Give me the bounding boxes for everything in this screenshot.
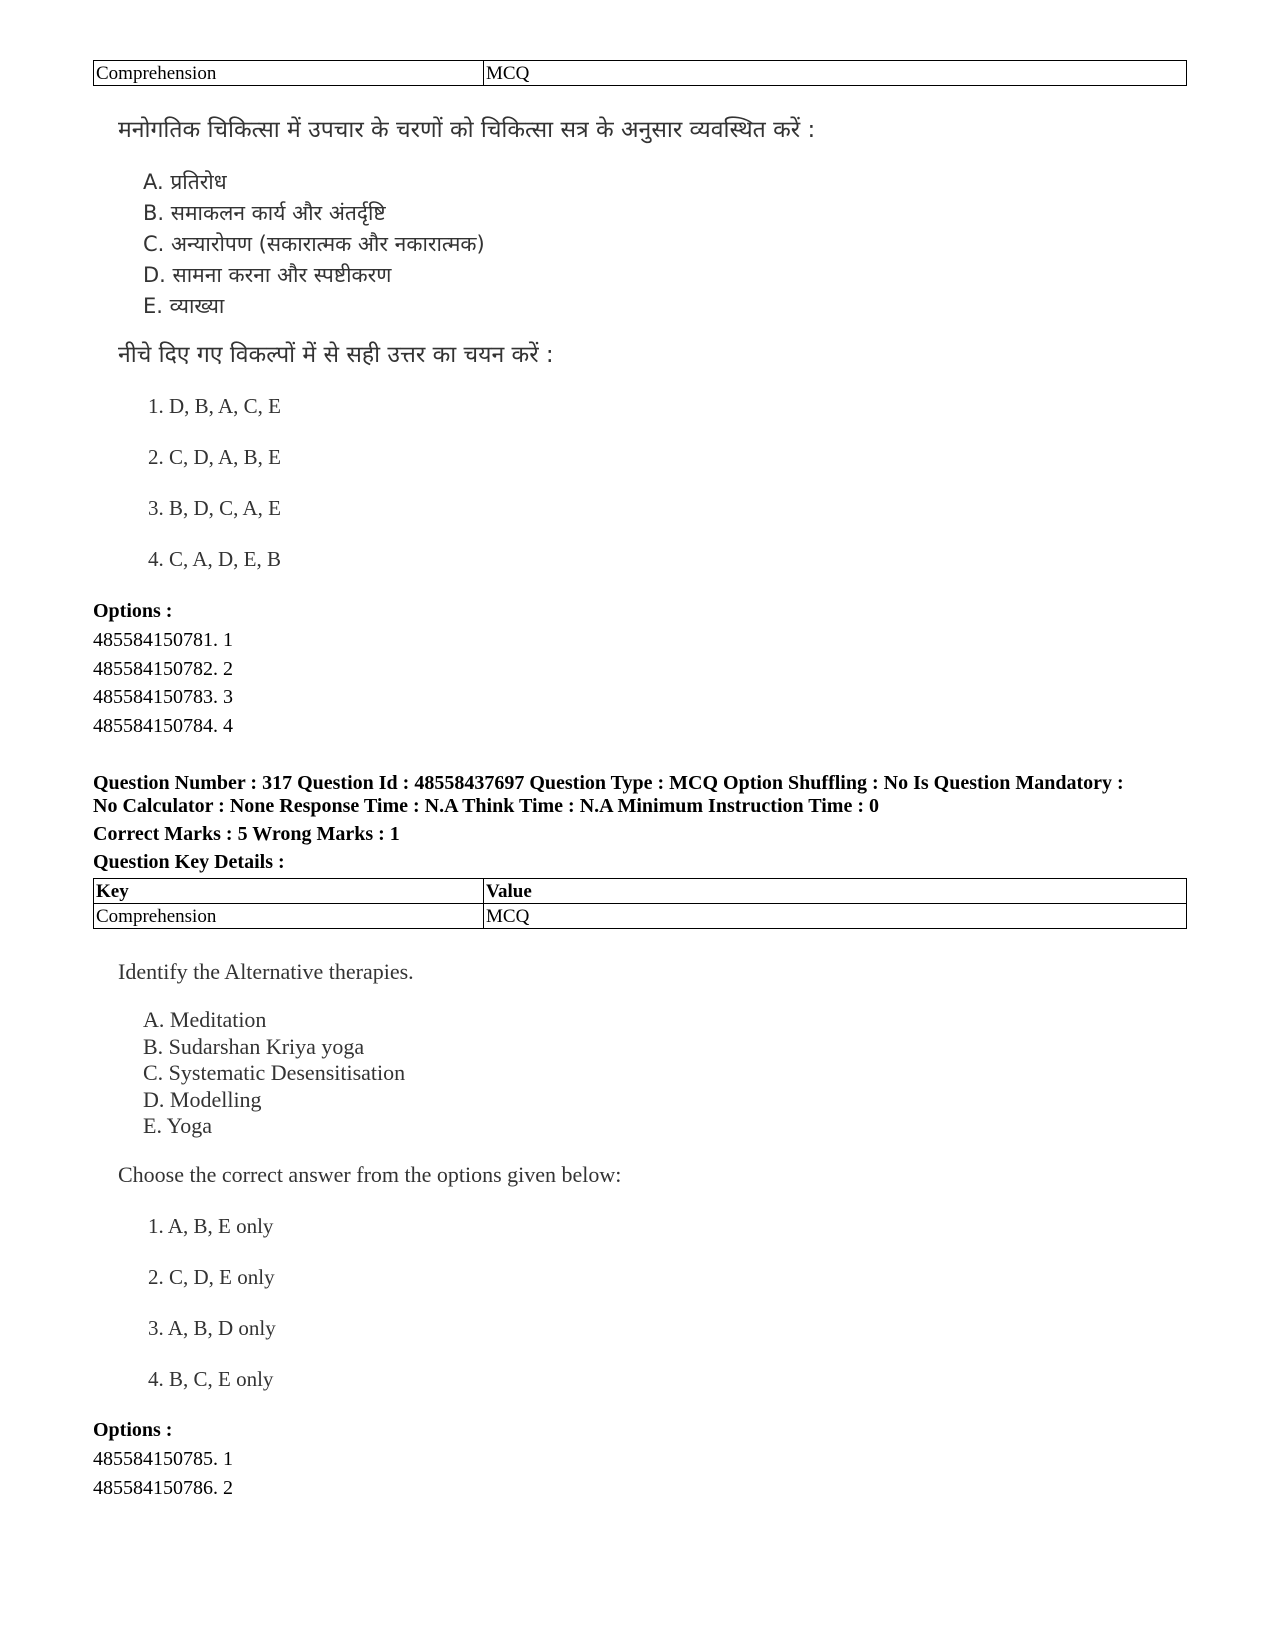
marks-line: Correct Marks : 5 Wrong Marks : 1 (93, 823, 400, 845)
instruction-text: Choose the correct answer from the options given below: (118, 1161, 622, 1187)
option-line: 485584150781. 1 (93, 629, 233, 651)
question-stem: Identify the Alternative therapies. (118, 959, 414, 984)
option-line: 485584150785. 1 (93, 1448, 233, 1470)
options-list (93, 1445, 233, 1502)
statement-list (143, 167, 815, 322)
option-line: 485584150786. 2 (93, 1476, 233, 1499)
statement-item: D. सामना करना और स्पष्टीकरण (143, 263, 392, 287)
statement-item: B. Sudarshan Kriya yoga (143, 1033, 365, 1059)
statement-item: E. व्याख्या (143, 294, 225, 318)
table-row (94, 61, 1187, 86)
answer-choice: 2. C, D, E only (148, 1264, 275, 1289)
key-details-heading: Question Key Details : (93, 851, 285, 873)
statement-list (143, 1007, 621, 1140)
answer-choice: 1. D, B, A, C, E (148, 394, 282, 418)
table-cell: MCQ (484, 904, 1187, 929)
options-list (93, 626, 233, 740)
options-heading: Options : (93, 600, 173, 622)
statement-item: C. अन्यारोपण (सकारात्मक और नकारात्मक) (143, 232, 485, 256)
options-heading: Options : (93, 1419, 173, 1441)
statement-item: E. Yoga (143, 1113, 213, 1138)
question-stem: मनोगतिक चिकित्सा में उपचार के चरणों को चिकित्सा सत्र के अनुसार व्यवस्थित करें : (118, 117, 816, 143)
statement-item: A. प्रतिरोध (143, 170, 227, 194)
answer-choice: 1. A, B, E only (148, 1213, 274, 1238)
question-image (118, 115, 815, 572)
table-cell: Comprehension (94, 61, 484, 86)
statement-item: C. Systematic Desensitisation (143, 1060, 406, 1085)
table-header-cell: Value (484, 879, 1187, 904)
answer-choice: 2. C, D, A, B, E (148, 445, 282, 469)
answer-choice: 3. B, D, C, A, E (148, 496, 282, 520)
question-image (118, 957, 621, 1392)
statement-item: B. समाकलन कार्य और अंतर्दृष्टि (143, 201, 386, 225)
table-cell: MCQ (484, 61, 1187, 86)
question-meta: Question Number : 317 Question Id : 48558437697 Question Type : MCQ Option Shuffling : No Is Question Mandatory : (93, 772, 1124, 794)
option-line: 485584150784. 4 (93, 714, 233, 737)
option-line: 485584150782. 2 (93, 657, 233, 680)
answer-choice: 3. A, B, D only (148, 1315, 276, 1340)
answer-choice: 4. B, C, E only (148, 1366, 274, 1391)
instruction-text: नीचे दिए गए विकल्पों में से सही उत्तर का चयन करें : (118, 342, 554, 368)
statement-item: A. Meditation (143, 1007, 267, 1032)
table-cell: Comprehension (94, 904, 484, 929)
table-header-cell: Key (94, 879, 484, 904)
option-line: 485584150783. 3 (93, 686, 233, 708)
table-row (94, 904, 1187, 929)
table-header-row (94, 879, 1187, 904)
statement-item: D. Modelling (143, 1086, 262, 1112)
question-key-table (93, 60, 1187, 86)
answer-choice: 4. C, A, D, E, B (148, 547, 282, 571)
question-key-table (93, 878, 1187, 929)
question-meta: No Calculator : None Response Time : N.A Think Time : N.A Minimum Instruction Time : 0 (93, 795, 879, 817)
